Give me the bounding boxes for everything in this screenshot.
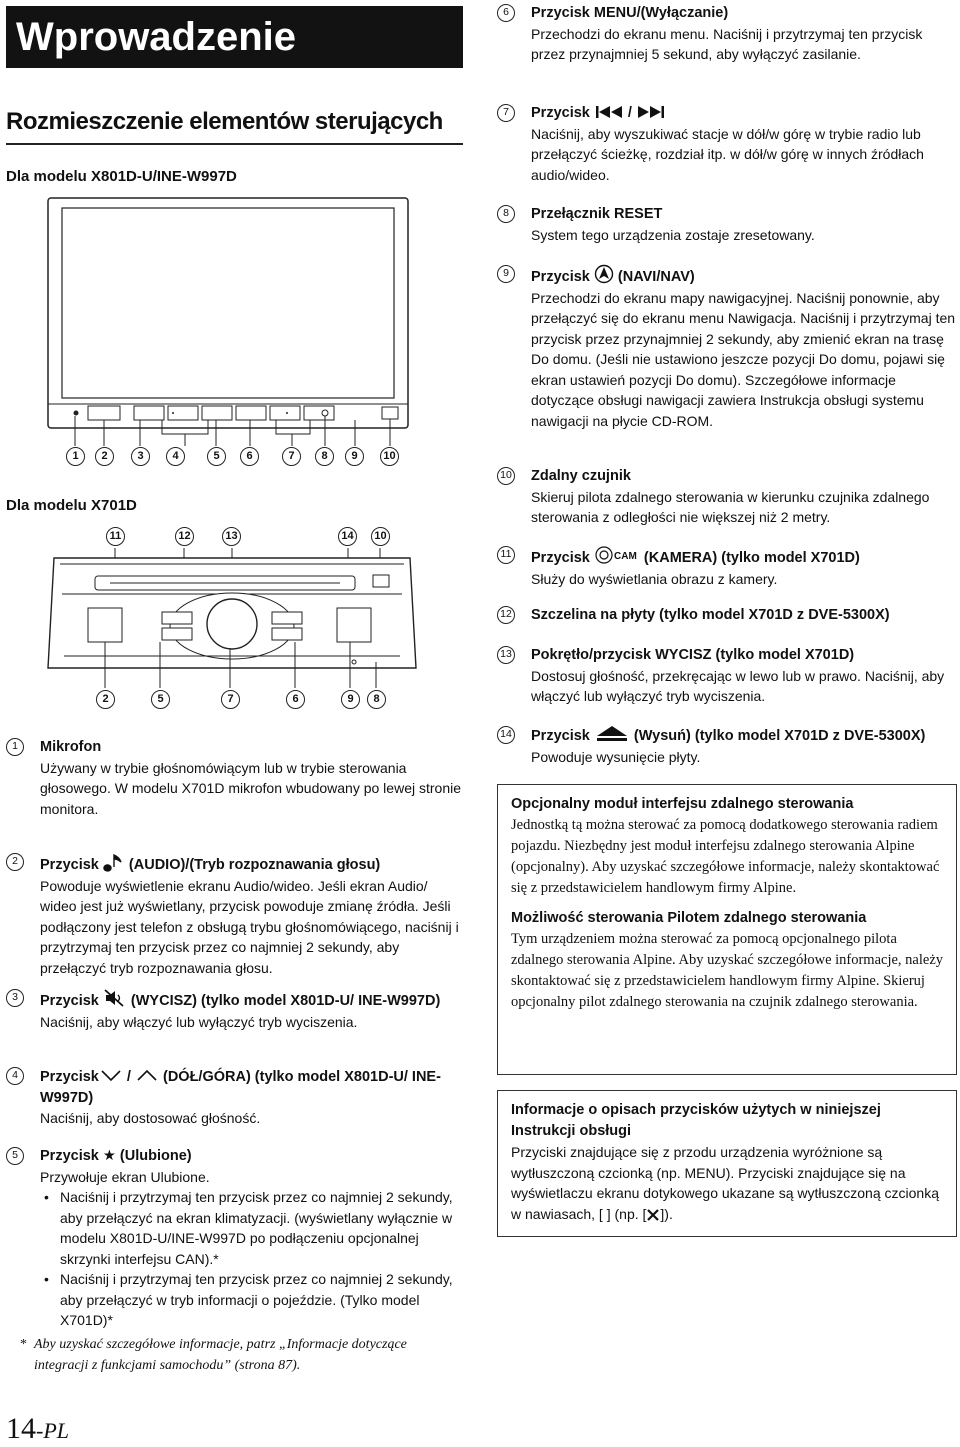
callout-8b: 8: [367, 690, 386, 709]
up-button-shape: [202, 406, 232, 420]
item-description: Przechodzi do ekranu menu. Naciśnij i przytrzymaj ten przycisk przez przynajmniej 5 sekund, aby wyłączyć zasilanie.: [531, 25, 923, 62]
item-number: 10: [497, 467, 515, 485]
item-title-prefix: Przycisk: [531, 550, 590, 566]
skip-next-icon: [636, 104, 666, 120]
item-description: Przywołuje ekran Ulubione.: [40, 1168, 210, 1185]
item-title: Przełącznik RESET: [531, 206, 663, 222]
callout-6b: 6: [286, 690, 305, 709]
item-title: Pokrętło/przycisk WYCISZ (tylko model X701D): [531, 647, 855, 663]
item-5: [6, 1146, 464, 1331]
callout-8: 8: [315, 447, 334, 466]
close-x-icon: [646, 1208, 660, 1222]
item-title-suffix: (KAMERA) (tylko model X701D): [643, 550, 860, 566]
callout-9b: 9: [341, 690, 360, 709]
remote-control-info-box: [497, 784, 957, 1075]
item-title-separator: /: [126, 1069, 131, 1085]
item-title-suffix: (Ulubione): [119, 1148, 192, 1164]
button-notation-info-box: [497, 1090, 957, 1237]
camera-icon-label: CAM: [613, 551, 637, 562]
skip-previous-icon: [594, 104, 624, 120]
bullet-item: • Naciśnij i przytrzymaj ten przycisk przez co najmniej 2 sekundy, aby przełączyć na ekran klimatyzacji. (wyświetlany wyłącznie w modelu X801D-U/INE-W997D po podłączeniu opcjonalnej skrzynki interfejsu CAN).*: [40, 1187, 464, 1269]
item-description: Służy do wyświetlania obrazu z kamery.: [531, 570, 778, 587]
item-2: [6, 852, 464, 978]
right-button-shape: [337, 608, 371, 642]
box-text: Przyciski znajdujące się z przodu urządzenia wyróżnione są wytłuszczoną czcionką (np. MENU). Przyciski znajdujące się na wyświetlaczu ekranu dotykowego ukazane są wytłuszczoną czcionką w nawiasach, [ ] (np. [ ]).: [511, 1144, 939, 1222]
callout-12: 12: [175, 527, 194, 546]
section-heading: Rozmieszczenie elementów sterujących: [6, 108, 443, 135]
microphone-hole: [74, 411, 79, 416]
eject-icon: [594, 725, 630, 743]
item-4: [6, 1066, 464, 1129]
x801d-unit-diagram: [40, 196, 420, 471]
item-number: 14: [497, 726, 515, 744]
item-description: System tego urządzenia zostaje zresetowany.: [531, 226, 815, 243]
callout-7b: 7: [221, 690, 240, 709]
menu-button-shape: [236, 406, 266, 420]
box-heading: Możliwość sterowania Pilotem zdalnego sterowania: [511, 910, 867, 926]
item-13: [497, 645, 957, 707]
item-title-suffix: (AUDIO)/(Tryb rozpoznawania głosu): [128, 857, 381, 873]
item-title-prefix: Przycisk: [531, 269, 590, 285]
item-7: [497, 103, 957, 185]
box-heading: Opcjonalny moduł interfejsu zdalnego sterowania: [511, 796, 854, 812]
chapter-title: Wprowadzenie: [6, 6, 463, 68]
page-number: 14-PL: [6, 1412, 69, 1445]
mute-button-shape: [134, 406, 164, 420]
callout-6: 6: [240, 447, 259, 466]
item-12: [497, 605, 957, 626]
callout-11: 11: [106, 527, 125, 546]
x701d-unit-diagram: [40, 548, 430, 690]
chevron-up-icon: [135, 1066, 159, 1084]
item-description: Naciśnij, aby włączyć lub wyłączyć tryb wyciszenia.: [40, 1013, 358, 1030]
item-description: Używany w trybie głośnomówiącym lub w trybie sterowania głosowego. W modelu X701D mikrofon wbudowany po lewej stronie monitora.: [40, 759, 461, 817]
item-number: 5: [6, 1147, 24, 1165]
item-description: Skieruj pilota zdalnego sterowania w kierunku czujnika zdalnego sterowania z odległości nie większej niż 2 metry.: [531, 488, 930, 525]
item-number: 2: [6, 853, 24, 871]
item-title-separator: /: [627, 105, 632, 121]
footnote-text: Aby uzyskać szczegółowe informacje, patrz „Informacje dotyczące integracji z funkcjami samochodu” (strona 87).: [34, 1337, 407, 1373]
volume-knob: [207, 599, 257, 649]
item-number: 9: [497, 265, 515, 283]
callout-2: 2: [95, 447, 114, 466]
item-number: 4: [6, 1067, 24, 1085]
callout-1: 1: [66, 447, 85, 466]
item-number: 1: [6, 738, 24, 756]
callout-10b: 10: [371, 527, 390, 546]
item-description: Przechodzi do ekranu mapy nawigacyjnej. Naciśnij ponownie, aby przełączyć się do ekranu menu Nawigacja. Naciśnij i przytrzymaj ten przycisk przez przynajmniej 2 sekundy, aby zmienić ekran na trasę Do domu. (Jeśli nie ustawiono jeszcze pozycji Do domu, pojawi się ekran ustawień pozycji Do domu). Szczegółowe informacje dotyczące obsługi nawigacji zawiera Instrukcja obsługi systemu nawigacji na płycie CD-ROM.: [531, 289, 956, 429]
box-heading: Informacje o opisach przycisków użytych w niniejszej Instrukcji obsługi: [511, 1102, 881, 1139]
next-button-shape: [304, 406, 334, 420]
music-note-icon: [103, 852, 125, 872]
chevron-down-icon: [99, 1066, 123, 1084]
item-description: Naciśnij, aby dostosować głośność.: [40, 1110, 261, 1126]
item-1: [6, 737, 464, 819]
model-label-x701d: Dla modelu X701D: [6, 497, 137, 514]
item-title-prefix: Przycisk: [40, 857, 99, 873]
item-title-suffix: (DÓŁ/GÓRA) (tylko model X801D-U/ INE-W997D): [40, 1069, 441, 1106]
callout-5: 5: [207, 447, 226, 466]
section-rule: [6, 143, 463, 145]
model-label-x801d: Dla modelu X801D-U/INE-W997D: [6, 168, 237, 185]
callout-9: 9: [345, 447, 364, 466]
item-title: Zdalny czujnik: [531, 468, 631, 484]
camera-icon: [594, 545, 640, 565]
item-9: [497, 264, 957, 431]
callout-5b: 5: [151, 690, 170, 709]
item-title: Szczelina na płyty (tylko model X701D z DVE-5300X): [531, 607, 890, 623]
item-title-prefix: Przycisk: [40, 993, 99, 1009]
item-number: 8: [497, 205, 515, 223]
mute-speaker-icon: [103, 988, 127, 1008]
box-text: Tym urządzeniem można sterować za pomocą opcjonalnego pilota zdalnego sterowania Alpine. Aby uzyskać szczegółowe informacje, należy skontaktować się z przedstawicielem handlowym firmy Alpine. Skieruj opcjonalny pilot zdalnego sterowania na czujnik zdalnego sterowania.: [511, 931, 944, 1010]
item-number: 13: [497, 646, 515, 664]
item-number: 12: [497, 606, 515, 624]
item-title-prefix: Przycisk: [531, 105, 590, 121]
item-title-suffix: (WYCISZ) (tylko model X801D-U/ INE-W997D): [130, 993, 441, 1009]
footnote-marker: *: [20, 1337, 27, 1352]
item-title-suffix: (Wysuń) (tylko model X701D z DVE-5300X): [633, 728, 926, 744]
prev-button-shape: [270, 406, 300, 420]
callout-7: 7: [282, 447, 301, 466]
item-description: Powoduje wysunięcie płyty.: [531, 748, 701, 765]
item-title-suffix: (NAVI/NAV): [617, 269, 695, 285]
remote-sensor-shape: [382, 407, 398, 419]
callout-10: 10: [380, 447, 399, 466]
item-number: 6: [497, 4, 515, 22]
item-title: Mikrofon: [40, 739, 102, 755]
item-11: [497, 545, 957, 589]
box-text: Jednostką tą można sterować za pomocą dodatkowego sterowania radiem pojazdu. Niezbędny jest moduł interfejsu zdalnego sterowania Alpine (opcjonalny). Aby uzyskać szczegółowe informacje, należy skontaktować się z przedstawicielem handlowym firmy Alpine.: [511, 817, 940, 896]
item-10: [497, 466, 957, 528]
bullet-item: • Naciśnij i przytrzymaj ten przycisk przez co najmniej 2 sekundy, aby przełączyć w tryb informacji o pojeździe. (Tylko model X701D)*: [40, 1269, 464, 1331]
item-title-prefix: Przycisk: [531, 728, 590, 744]
audio-button-shape: [88, 406, 120, 420]
camera-button-shape: [88, 608, 122, 642]
footnote: [20, 1335, 464, 1376]
item-8: [497, 204, 957, 245]
item-6: [497, 3, 957, 65]
callout-4: 4: [166, 447, 185, 466]
item-title-prefix: Przycisk: [40, 1069, 99, 1085]
callout-14: 14: [338, 527, 357, 546]
callout-13: 13: [222, 527, 241, 546]
item-description: Powoduje wyświetlenie ekranu Audio/wideo. Jeśli ekran Audio/ wideo jest już wyświetlany, przycisk powoduje zmianę źródła. Jeśli podłączony jest telefon z obsługą trybu głośnomówiącego, naciśnij i przytrzymaj ten przycisk przez co najmniej 2 sekundy, aby przełączyć tryb rozpoznawania głosu.: [40, 877, 459, 976]
item-description: Dostosuj głośność, przekręcając w lewo lub w prawo. Naciśnij, aby włączyć lub wyłączyć tryb wyciszenia.: [531, 667, 945, 704]
item-number: 11: [497, 546, 515, 564]
item-description: Naciśnij, aby wyszukiwać stacje w dół/w górę w trybie radio lub przełączyć ścieżkę, rozdział itp. w dół/w górę w innych źródłach audio/wideo.: [531, 125, 924, 183]
item-number: 7: [497, 104, 515, 122]
item-title: Przycisk MENU/(Wyłączanie): [531, 5, 729, 21]
callout-3: 3: [131, 447, 150, 466]
callout-2b: 2: [96, 690, 115, 709]
unit-screen: [62, 208, 394, 398]
item-3: [6, 988, 464, 1032]
item-14: [497, 725, 957, 767]
eject-button-shape: [373, 575, 389, 587]
navigation-icon: [594, 264, 614, 284]
item-title-prefix: Przycisk: [40, 1148, 99, 1164]
star-icon: ★: [102, 1148, 116, 1164]
item-number: 3: [6, 989, 24, 1007]
